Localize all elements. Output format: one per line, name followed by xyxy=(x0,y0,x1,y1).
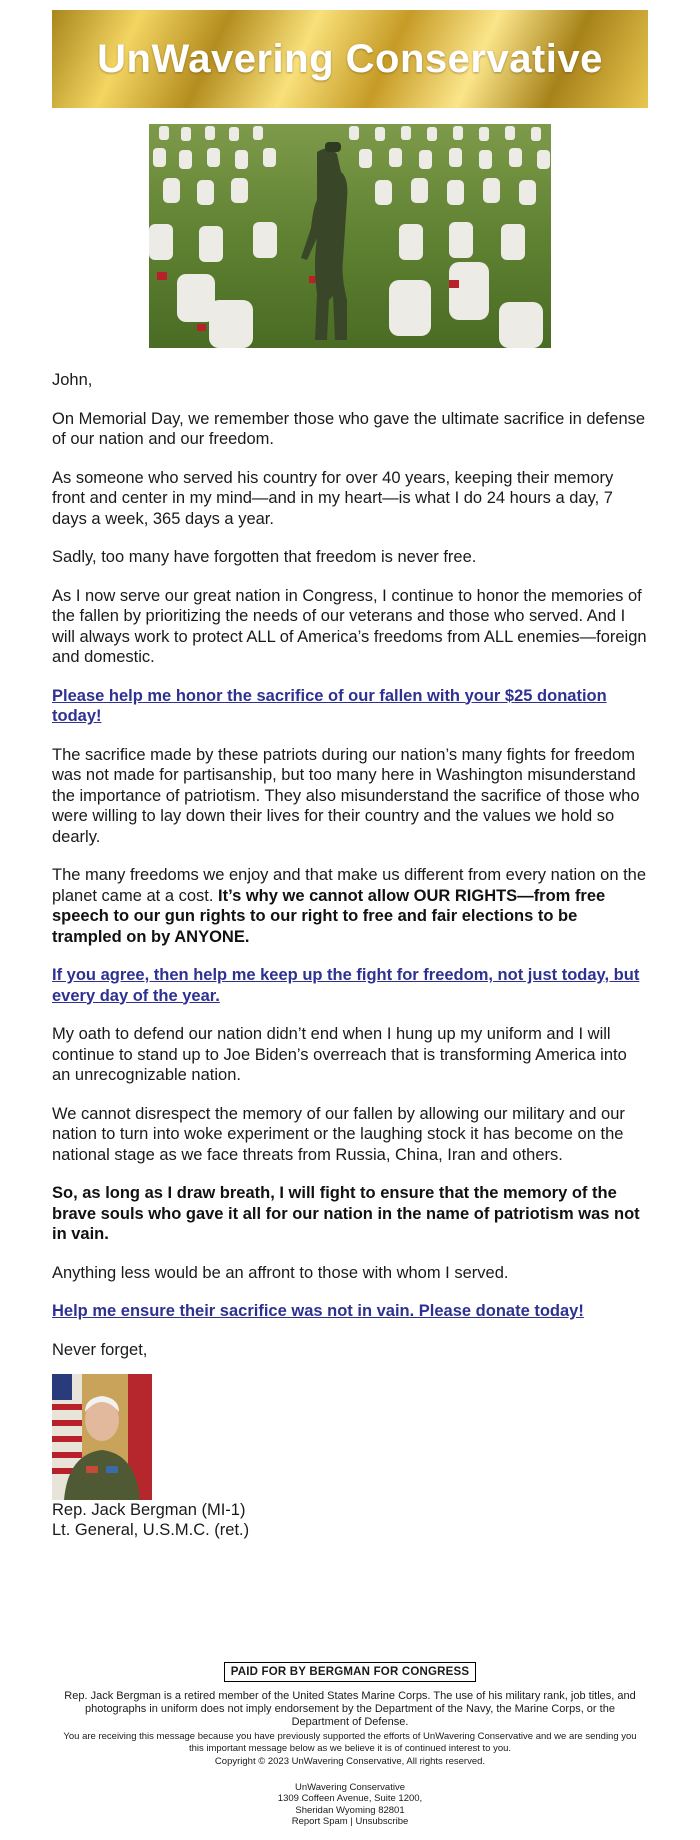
header-banner xyxy=(52,10,648,108)
paragraph-sacrifice: The sacrifice made by these patriots during our nation’s many fights for freedom was not made for partisanship, but too many here in Washington misunderstand the importance of patriotism. They also misunderstand the sacrifice of those who were willing to lay down their lives for their country and the values we hold so dearly. xyxy=(52,745,640,846)
signature-block xyxy=(52,1500,648,1540)
hero-image-cemetery-soldier xyxy=(149,124,551,348)
paragraph-memorial-day: On Memorial Day, we remember those who gave the ultimate sacrifice in defense of our nation and our freedom. xyxy=(52,409,646,448)
footer xyxy=(52,1662,648,1828)
paragraph-disrespect: We cannot disrespect the memory of our fallen by allowing our military and our nation to turn into woke experiment or the laughing stock it has become on the national stage as we face threats from Russia, China, Iran and others. xyxy=(52,1104,625,1164)
paragraph-affront: Anything less would be an affront to those with whom I served. xyxy=(52,1263,509,1282)
report-spam-link[interactable]: Report Spam xyxy=(291,1816,348,1827)
org-name: UnWavering Conservative xyxy=(295,1781,405,1793)
address-line-1: 1309 Coffeen Avenue, Suite 1200, xyxy=(277,1793,423,1804)
link-separator: | xyxy=(347,1816,356,1827)
unsubscribe-link[interactable]: Unsubscribe xyxy=(355,1816,409,1827)
address-line-2: Sheridan Wyoming 82801 xyxy=(295,1804,405,1816)
mailing-address xyxy=(52,1782,648,1828)
copyright: Copyright © 2023 UnWavering Conservative, All rights reserved. xyxy=(214,1756,486,1767)
paragraph-rights xyxy=(52,865,648,947)
paragraph-freedom: Sadly, too many have forgotten that freedom is never free. xyxy=(52,548,477,566)
paragraph-service: As someone who served his country for over 40 years, keeping their memory front and center in my mind—and in my heart—is what I do 24 hours a day, 7 days a week, 365 days a year. xyxy=(52,468,614,528)
banner-title: UnWavering Conservative xyxy=(97,36,603,81)
donate-link-not-in-vain[interactable]: Help me ensure their sacrifice was not in vain. Please donate today! xyxy=(52,1302,584,1320)
signature-portrait xyxy=(52,1374,152,1500)
paragraph-rights-plain: The many freedoms we enjoy and that make us different from every nation on the planet came at a cost. xyxy=(52,866,647,905)
donate-link-25[interactable]: Please help me honor the sacrifice of our fallen with your $25 donation today! xyxy=(52,686,607,725)
paid-for-disclaimer: PAID FOR BY BERGMAN FOR CONGRESS xyxy=(224,1662,477,1682)
email-container xyxy=(52,10,648,1828)
paragraph-rights-bold: It’s why we cannot allow OUR RIGHTS—from free speech to our gun rights to our right to free and fair elections to be trampled on by ANYONE. xyxy=(52,886,606,946)
greeting: John, xyxy=(52,371,93,389)
military-disclaimer: Rep. Jack Bergman is a retired member of the United States Marine Corps. The use of his military rank, job titles, and photographs in uniform does not imply endorsement by the Department of the Navy, the Marine Corps, or the Department of Defense. xyxy=(64,1690,636,1728)
paragraph-congress: As I now serve our great nation in Congress, I continue to honor the memories of the fallen by prioritizing the needs of our veterans and those who served. And I will always work to protect ALL of America’s freedoms from ALL enemies—foreign and domestic. xyxy=(52,586,647,666)
paragraph-draw-breath: So, as long as I draw breath, I will fight to ensure that the memory of the brave souls who gave it all for our nation in the name of patriotism was not in vain. xyxy=(52,1184,640,1243)
paragraph-oath: My oath to defend our nation didn’t end when I hung up my uniform and I will continue to stand up to Joe Biden’s overreach that is transforming America into an unrecognizable nation. xyxy=(52,1025,627,1084)
closing: Never forget, xyxy=(52,1340,148,1359)
signature-name: Rep. Jack Bergman (MI-1) xyxy=(52,1501,246,1519)
donate-link-fight[interactable]: If you agree, then help me keep up the fight for freedom, not just today, but every day of the year. xyxy=(52,966,640,1005)
signature-rank: Lt. General, U.S.M.C. (ret.) xyxy=(52,1521,250,1539)
footer-links xyxy=(52,1816,648,1828)
letter-body xyxy=(52,370,648,1360)
receiving-notice: You are receiving this message because you have previously supported the efforts of UnWavering Conservative and we are sending you this important message below as we believe it is of continued interest to you. xyxy=(63,1731,637,1754)
